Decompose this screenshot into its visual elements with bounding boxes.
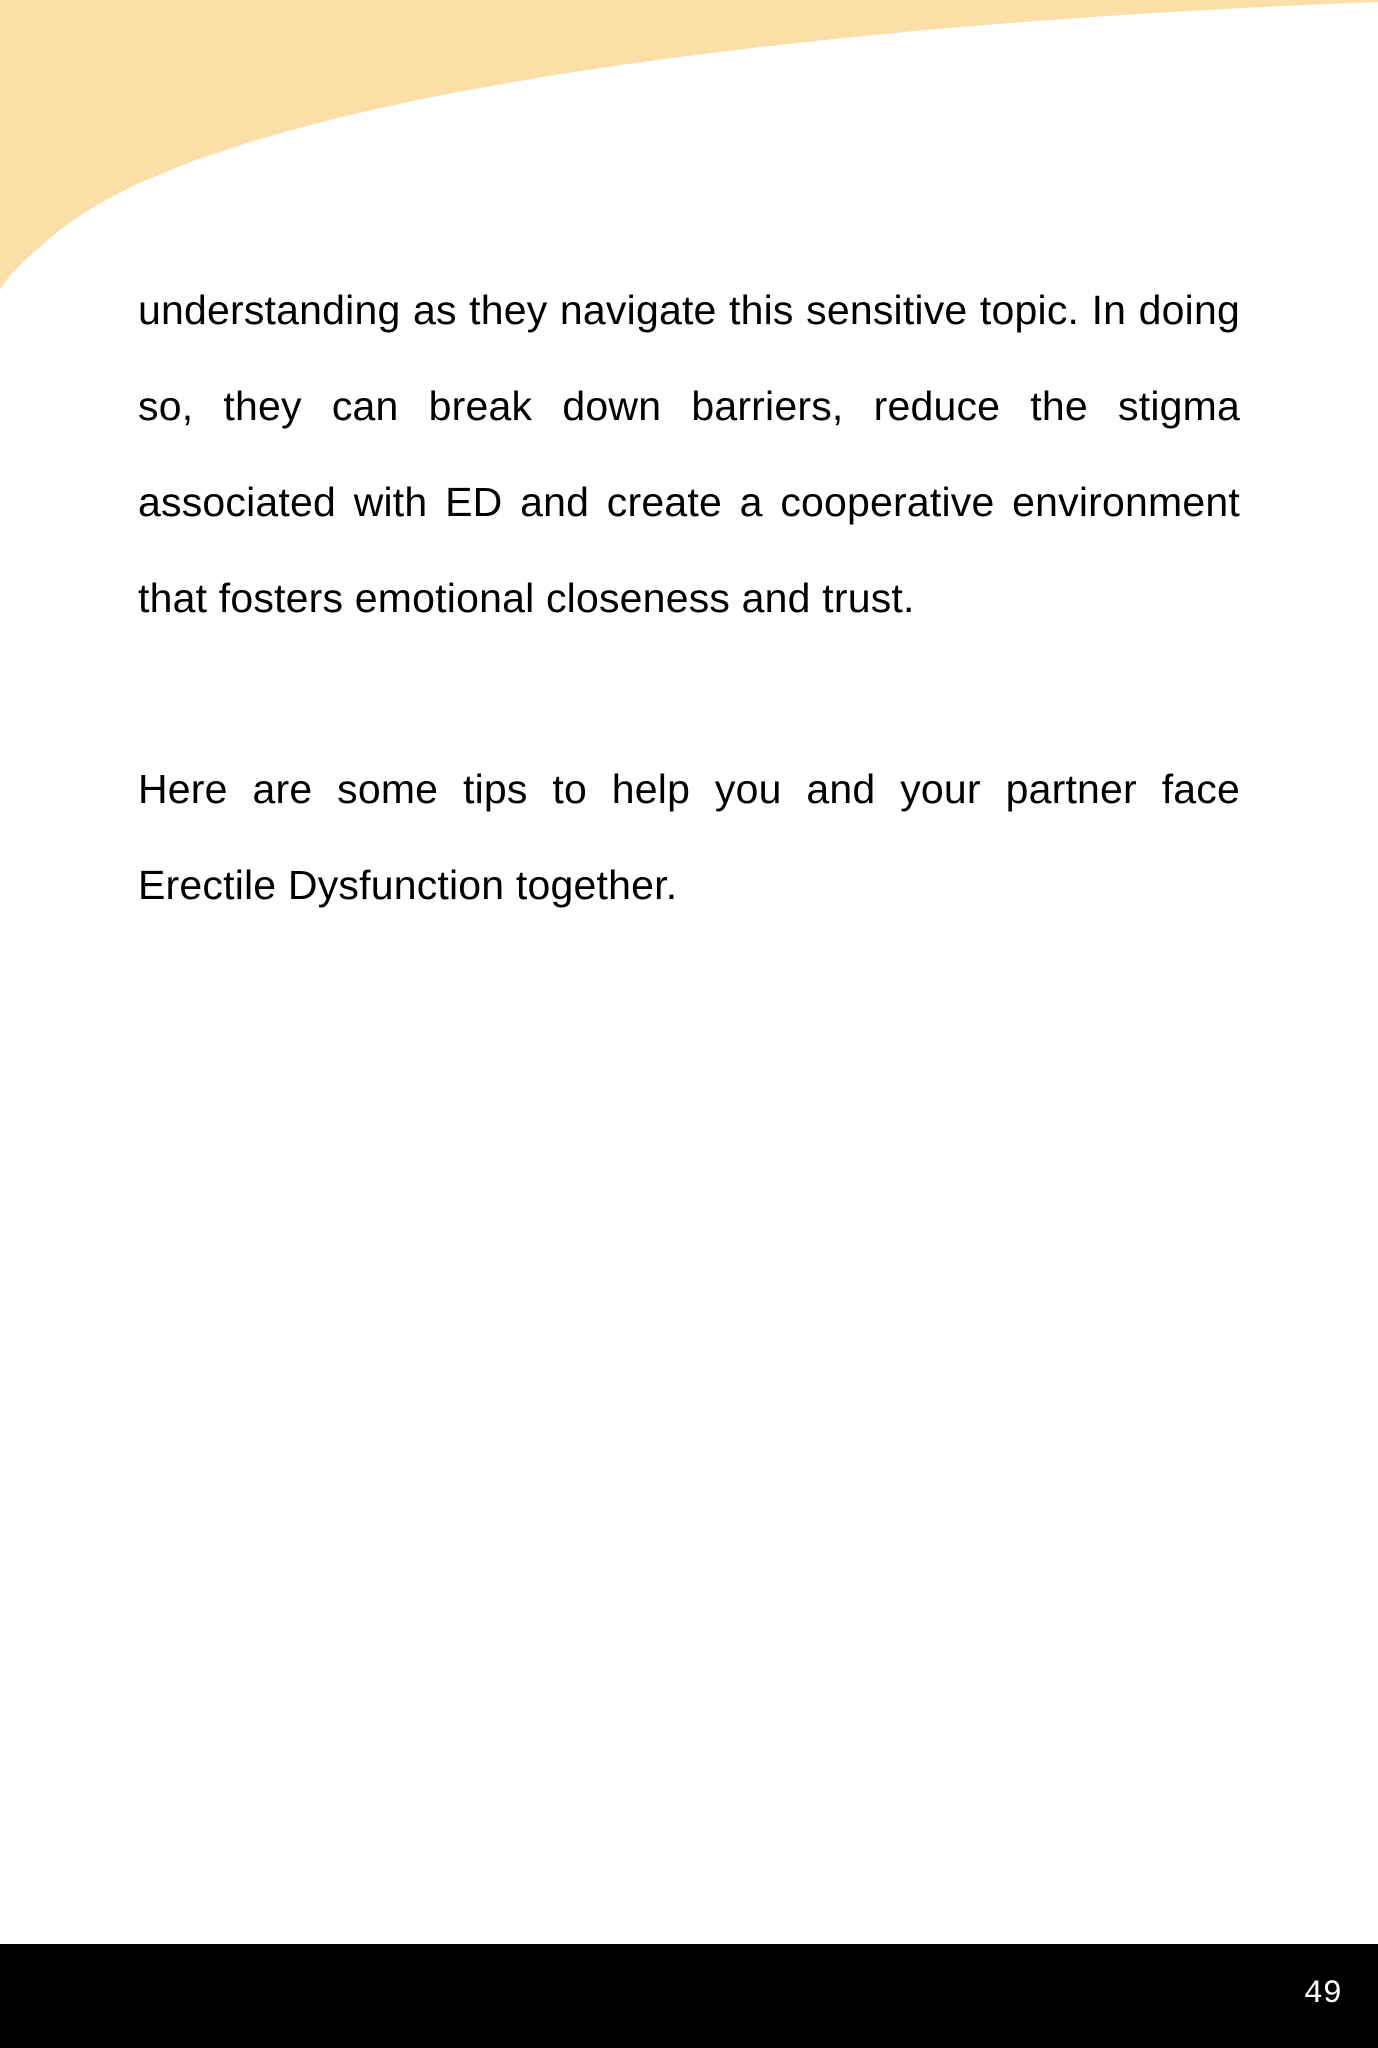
footer-bar	[0, 1944, 1378, 2048]
decorative-swoosh	[0, 0, 1378, 300]
paragraph-1: understanding as they navigate this sensitive topic. In doing so, they can break down barriers, reduce the stigma associated with ED and create a cooperative environment that fosters emotional closeness and trust.	[138, 287, 1240, 621]
body-text	[138, 262, 1240, 933]
swoosh-shape	[0, 0, 1378, 290]
paragraph-2: Here are some tips to help you and your partner face Erectile Dysfunction together.	[138, 766, 1240, 908]
page-number: 49	[1303, 1975, 1342, 2012]
